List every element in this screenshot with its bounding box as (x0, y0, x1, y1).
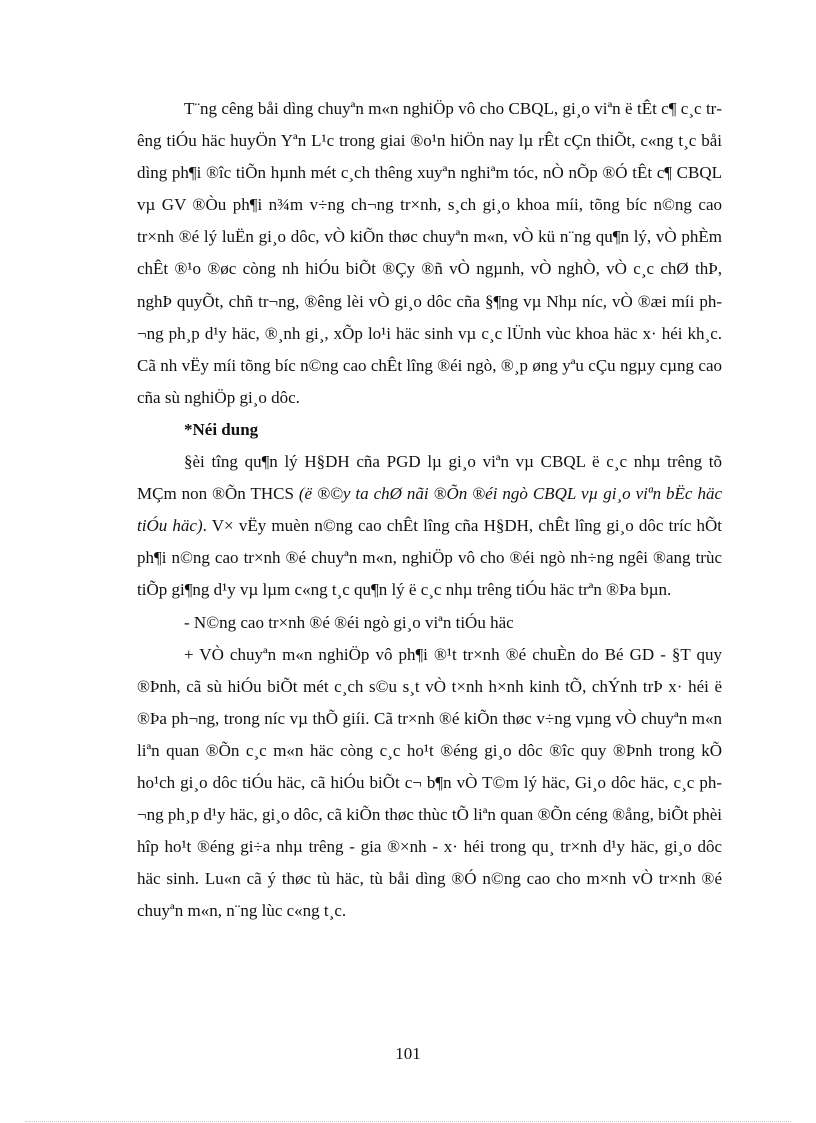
paragraph-management-lead: §èi tîng qu¶n lý H§DH cña PGD lµ gi¸o viªn vµ CBQL ë c¸c nhµ trêng tõ MÇm non ®Õn THCS (137, 452, 722, 504)
section-heading: *Néi dung (184, 419, 259, 439)
footer-divider (25, 1121, 791, 1122)
paragraph-management (137, 446, 722, 606)
paragraph-training: T¨ng cêng båi dìng chuyªn m«n nghiÖp vô cho CBQL, gi¸o viªn ë tÊt c¶ c¸c trêng tiÓu häc huyÖn Yªn L¹c trong giai ®o¹n hiÖn nay lµ rÊt cÇn thiÕt, c«ng t¸c båi dìng ph¶i ®îc tiÕn hµnh mét c¸ch thêng xuyªn nghiªm tóc, nÒ nÕp ®Ó tÊt c¶ CBQL vµ GV ®Òu ph¶i n¾m v÷ng ch¬ng tr×nh, s¸ch gi¸o khoa míi, tõng bíc n©ng cao tr×nh ®é lý luËn gi¸o dôc, vÒ kiÕn thøc chuyªn m«n, vÒ kü n¨ng qu¶n lý, vÒ phÈm chÊt ®¹o ®øc còng nh hiÓu biÕt ®Çy ®ñ vÒ ngµnh, vÒ nghÒ, vÒ c¸c chØ thÞ, nghÞ quyÕt, chñ tr¬ng, ®êng lèi vÒ gi¸o dôc cña §¶ng vµ Nhµ níc, vÒ ®æi míi ph¬ng ph¸p d¹y häc, ®¸nh gi¸, xÕp lo¹i häc sinh vµ c¸c lÜnh vùc khoa häc x· héi kh¸c. Cã nh vËy míi tõng bíc n©ng cao chÊt lîng ®éi ngò, ®¸p øng yªu cÇu ngµy cµng cao cña sù nghiÖp gi¸o dôc. (137, 99, 722, 407)
list-item-teacher-level: - N©ng cao tr×nh ®é ®éi ngò gi¸o viªn tiÓu häc (184, 612, 514, 632)
page-number: 101 (395, 1044, 421, 1063)
paragraph-professional: + VÒ chuyªn m«n nghiÖp vô ph¶i ®¹t tr×nh ®é chuÈn do Bé GD - §T quy ®Þnh, cã sù hiÓu biÕt mét c¸ch s©u s¸t vÒ t×nh h×nh kinh tÕ, chÝnh trÞ x· héi ë ®Þa ph¬ng, trong níc vµ thÕ giíi. Cã tr×nh ®é kiÕn thøc v÷ng vµng vÒ chuyªn m«n liªn quan ®Õn c¸c m«n häc còng c¸c ho¹t ®éng gi¸o dôc ®îc quy ®Þnh trong kÕ ho¹ch gi¸o dôc tiÓu häc, cã hiÓu biÕt c¬ b¶n vÒ T©m lý häc, Gi¸o dôc häc, c¸c ph¬ng ph¸p d¹y häc, gi¸o dôc, cã kiÕn thøc thùc tÕ liªn quan ®Õn céng ®ång, biÕt phèi hîp ho¹t ®éng gi÷a nhµ trêng - gia ®×nh - x· héi trong qu¸ tr×nh d¹y häc, gi¸o dôc häc sinh. Lu«n cã ý thøc tù häc, tù båi dìng ®Ó n©ng cao cho m×nh vÒ tr×nh ®é chuyªn m«n, n¨ng lùc c«ng t¸c. (137, 644, 722, 921)
paragraph-management-rest: . V× vËy muèn n©ng cao chÊt lîng cña H§DH, chÊt lîng gi¸o dôc tríc hÕt ph¶i n©ng cao tr×nh ®é chuyªn m«n, nghiÖp vô cho ®éi ngò nh÷ng ngêi ®ang trùc tiÕp gi¶ng d¹y vµ lµm c«ng t¸c qu¶n lý ë c¸c nhµ trêng tiÓu häc trªn ®Þa bµn. (137, 516, 723, 600)
body-text (137, 93, 722, 927)
paragraph-management-note: (ë ®©y ta chØ nãi ®Õn ®éi ngò CBQL vµ gi¸o viªn bËc häc tiÓu häc) (137, 484, 722, 536)
